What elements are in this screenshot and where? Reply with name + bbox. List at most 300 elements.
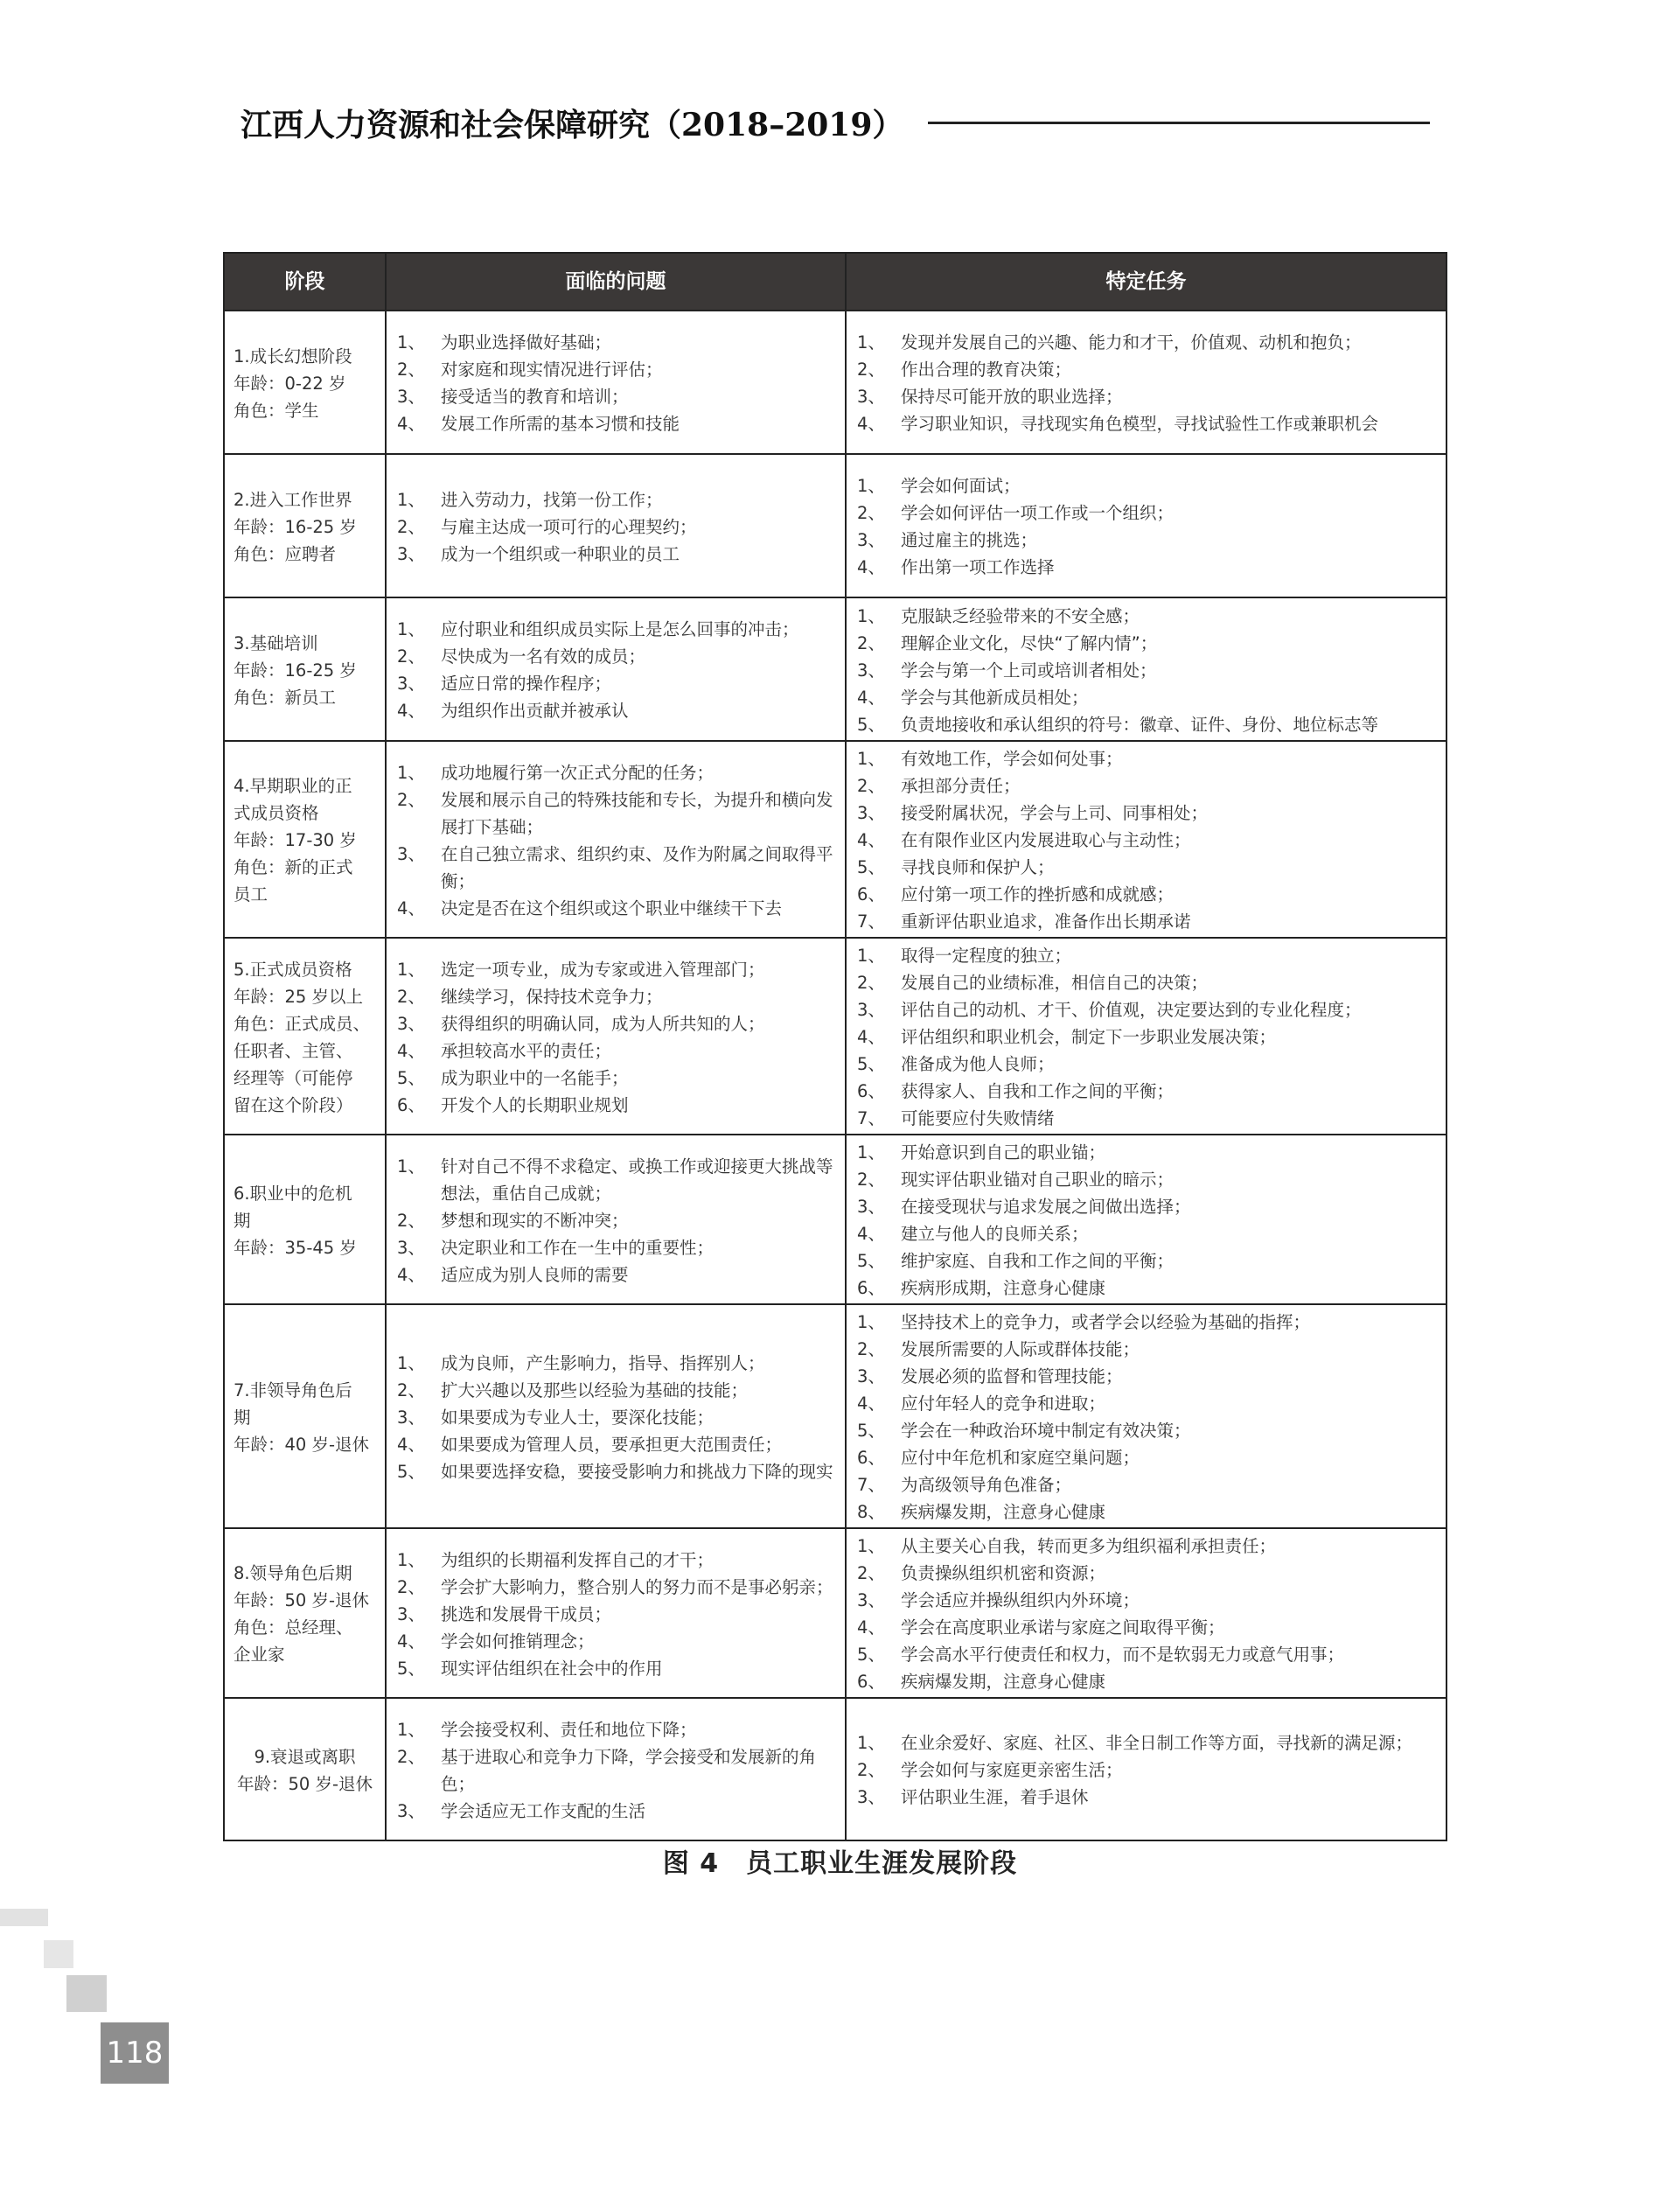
list-item <box>855 1784 1437 1811</box>
table-row <box>224 1304 1446 1528</box>
list-item <box>855 1614 1437 1641</box>
item-text: 疾病爆发期，注意身心健康 <box>901 1672 1106 1692</box>
stage-line: 年龄：25 岁以上 <box>234 986 364 1007</box>
item-text: 成为一个组织或一种职业的员工 <box>441 543 680 564</box>
column-header-stage: 阶段 <box>224 253 386 311</box>
item-text: 为高级领导角色准备； <box>901 1475 1072 1495</box>
problems-cell <box>386 1698 846 1840</box>
item-text: 发展工作所需的基本习惯和技能 <box>441 414 680 434</box>
problems-list <box>395 1153 836 1289</box>
item-number: 2、 <box>397 516 425 537</box>
item-text: 进入劳动力，找第一份工作； <box>441 489 663 510</box>
item-text: 取得一定程度的独立； <box>901 946 1072 966</box>
item-number: 2、 <box>397 986 425 1007</box>
item-text: 学会适应并操纵组织内外环境； <box>901 1590 1140 1610</box>
list-item <box>395 1404 836 1431</box>
item-number: 5、 <box>397 1067 425 1088</box>
stage-line: 期 <box>234 1210 251 1231</box>
item-text: 学习职业知识，寻找现实角色模型，寻找试验性工作或兼职机会 <box>901 414 1379 434</box>
stage-line: 6.职业中的危机 <box>234 1183 352 1204</box>
tasks-cell <box>846 311 1446 454</box>
problems-cell <box>386 1304 846 1528</box>
tasks-cell <box>846 938 1446 1135</box>
item-number: 3、 <box>397 543 425 564</box>
item-number: 1、 <box>397 619 425 639</box>
item-number: 2、 <box>857 503 885 523</box>
list-item <box>395 513 836 541</box>
item-number: 1、 <box>397 1719 425 1740</box>
item-text: 寻找良师和保护人； <box>901 857 1055 877</box>
problems-cell <box>386 938 846 1135</box>
item-number: 2、 <box>397 360 425 380</box>
list-item <box>395 1092 836 1119</box>
item-number: 1、 <box>857 332 885 353</box>
list-item <box>395 1798 836 1825</box>
stage-cell <box>224 311 386 454</box>
tasks-cell <box>846 741 1446 938</box>
list-item <box>395 1431 836 1458</box>
problems-list <box>395 956 836 1119</box>
table-row <box>224 1135 1446 1304</box>
list-item <box>395 643 836 670</box>
tasks-cell <box>846 454 1446 597</box>
item-number: 2、 <box>857 1170 885 1190</box>
item-text: 维护家庭、自我和工作之间的平衡； <box>901 1251 1175 1271</box>
stage-line: 角色：学生 <box>234 400 319 421</box>
list-item <box>855 996 1437 1023</box>
item-text: 现实评估组织在社会中的作用 <box>441 1658 663 1679</box>
item-number: 2、 <box>857 1563 885 1583</box>
list-item <box>395 1574 836 1601</box>
table-row <box>224 1698 1446 1840</box>
item-number: 1、 <box>397 1156 425 1177</box>
item-number: 3、 <box>857 1590 885 1610</box>
item-text: 可能要应付失败情绪 <box>901 1108 1055 1128</box>
stage-line: 9.衰退或离职 <box>254 1746 356 1767</box>
stage-line: 年龄：16-25 岁 <box>234 516 357 537</box>
list-item <box>395 1655 836 1682</box>
item-text: 在自己独立需求、组织约束、及作为附属之间取得平衡； <box>441 843 833 891</box>
stage-line: 角色：新员工 <box>234 687 337 708</box>
item-text: 适应日常的操作程序； <box>441 674 612 694</box>
table-header-row <box>224 253 1446 311</box>
list-item <box>395 956 836 983</box>
list-item <box>855 800 1437 827</box>
tasks-list <box>855 472 1437 581</box>
item-number: 1、 <box>857 605 885 626</box>
item-text: 开始意识到自己的职业锚； <box>901 1142 1106 1163</box>
list-item <box>855 1247 1437 1275</box>
item-number: 2、 <box>397 1576 425 1597</box>
problems-cell <box>386 311 846 454</box>
stage-line: 年龄：40 岁-退休 <box>234 1434 370 1455</box>
list-item <box>395 1547 836 1574</box>
list-item <box>855 908 1437 935</box>
item-number: 2、 <box>857 632 885 653</box>
list-item <box>855 854 1437 881</box>
item-text: 学会扩大影响力，整合别人的努力而不是事必躬亲； <box>441 1576 833 1597</box>
item-text: 重新评估职业追求，准备作出长期承诺 <box>901 911 1191 932</box>
item-number: 2、 <box>397 646 425 667</box>
list-item <box>855 1668 1437 1695</box>
item-text: 针对自己不得不求稳定、或换工作或迎接更大挑战等想法，重估自己成就； <box>441 1156 833 1204</box>
column-header-tasks: 特定任务 <box>846 253 1446 311</box>
item-number: 3、 <box>857 1000 885 1020</box>
item-text: 学会如何推销理念； <box>441 1631 595 1652</box>
item-number: 1、 <box>397 489 425 510</box>
item-text: 学会高水平行使责任和权力，而不是软弱无力或意气用事； <box>901 1645 1345 1665</box>
list-item <box>395 616 836 643</box>
list-item <box>855 356 1437 383</box>
list-item <box>395 541 836 568</box>
list-item <box>395 895 836 922</box>
item-number: 3、 <box>857 387 885 407</box>
list-item <box>395 1207 836 1234</box>
list-item <box>395 1628 836 1655</box>
stage-line: 7.非领导角色后 <box>234 1379 352 1400</box>
item-text: 获得组织的明确认同，成为人所共知的人； <box>441 1013 765 1034</box>
list-item <box>855 1560 1437 1587</box>
item-number: 3、 <box>397 1800 425 1821</box>
list-item <box>395 1037 836 1065</box>
item-number: 2、 <box>397 789 425 810</box>
tasks-list <box>855 942 1437 1132</box>
item-number: 3、 <box>397 1603 425 1624</box>
item-number: 3、 <box>857 803 885 823</box>
item-text: 继续学习，保持技术竞争力； <box>441 986 663 1007</box>
item-text: 决定职业和工作在一生中的重要性； <box>441 1237 715 1258</box>
item-text: 学会在一种政治环境中制定有效决策； <box>901 1421 1191 1441</box>
item-text: 对家庭和现实情况进行评估； <box>441 360 663 380</box>
list-item <box>395 1065 836 1092</box>
item-text: 承担较高水平的责任； <box>441 1040 612 1061</box>
item-text: 坚持技术上的竞争力，或者学会以经验为基础的指挥； <box>901 1312 1311 1332</box>
list-item <box>395 1234 836 1261</box>
item-text: 学会与其他新成员相处； <box>901 687 1089 708</box>
item-number: 2、 <box>397 1379 425 1400</box>
list-item <box>855 745 1437 772</box>
item-text: 负责操纵组织机密和资源； <box>901 1563 1106 1583</box>
stage-line: 1.成长幻想阶段 <box>234 346 352 367</box>
tasks-list <box>855 603 1437 738</box>
list-item <box>395 1350 836 1377</box>
stage-line: 角色：应聘者 <box>234 543 337 564</box>
list-item <box>395 383 836 410</box>
decorative-square <box>0 1909 48 1926</box>
item-text: 从主要关心自我，转而更多为组织福利承担责任； <box>901 1536 1277 1556</box>
item-number: 4、 <box>857 557 885 577</box>
item-number: 5、 <box>857 1054 885 1074</box>
list-item <box>855 1336 1437 1363</box>
stage-line: 2.进入工作世界 <box>234 489 352 510</box>
list-item <box>855 1471 1437 1498</box>
item-text: 在有限作业区内发展进取心与主动性； <box>901 830 1191 850</box>
item-text: 选定一项专业，成为专家或进入管理部门； <box>441 959 765 980</box>
item-text: 适应成为别人良师的需要 <box>441 1264 629 1285</box>
list-item <box>855 630 1437 657</box>
item-text: 评估职业生涯，着手退休 <box>901 1787 1089 1807</box>
stage-cell <box>224 597 386 741</box>
item-number: 3、 <box>857 530 885 550</box>
item-text: 成为职业中的一名能手； <box>441 1067 629 1088</box>
item-number: 5、 <box>857 857 885 877</box>
problems-list <box>395 759 836 922</box>
stage-line: 8.领导角色后期 <box>234 1563 352 1583</box>
list-item <box>395 410 836 437</box>
list-item <box>855 1051 1437 1078</box>
item-text: 成为良师，产生影响力，指导、指挥别人； <box>441 1352 765 1373</box>
list-item <box>855 1220 1437 1247</box>
problems-cell <box>386 454 846 597</box>
item-text: 应付职业和组织成员实际上是怎么回事的冲击； <box>441 619 799 639</box>
stage-line: 年龄：17-30 岁 <box>234 830 357 850</box>
item-number: 6、 <box>857 1448 885 1468</box>
stage-cell <box>224 1698 386 1840</box>
stage-line: 年龄：0-22 岁 <box>234 373 346 394</box>
item-text: 成功地履行第一次正式分配的任务； <box>441 762 715 783</box>
list-item <box>855 1193 1437 1220</box>
stage-cell <box>224 741 386 938</box>
item-number: 4、 <box>857 1617 885 1638</box>
item-text: 扩大兴趣以及那些以经验为基础的技能； <box>441 1379 749 1400</box>
item-text: 准备成为他人良师； <box>901 1054 1055 1074</box>
item-text: 在接受现状与追求发展之间做出选择； <box>901 1197 1191 1217</box>
item-number: 7、 <box>857 1475 885 1495</box>
item-number: 2、 <box>857 360 885 380</box>
item-text: 学会在高度职业承诺与家庭之间取得平衡； <box>901 1617 1225 1638</box>
item-number: 4、 <box>857 1027 885 1047</box>
item-number: 1、 <box>857 1312 885 1332</box>
stage-cell <box>224 1135 386 1304</box>
item-number: 1、 <box>857 1536 885 1556</box>
list-item <box>855 827 1437 854</box>
stage-line: 年龄：16-25 岁 <box>234 660 357 681</box>
item-text: 学会接受权利、责任和地位下降； <box>441 1719 697 1740</box>
item-text: 评估自己的动机、才干、价值观，决定要达到的专业化程度； <box>901 1000 1362 1020</box>
tasks-cell <box>846 1528 1446 1698</box>
item-text: 为职业选择做好基础； <box>441 332 612 353</box>
problems-cell <box>386 1528 846 1698</box>
stage-line: 4.早期职业的正 <box>234 776 352 796</box>
stage-line: 年龄：50 岁-退休 <box>234 1590 370 1610</box>
list-item <box>855 1729 1437 1756</box>
stage-line: 期 <box>234 1407 251 1428</box>
list-item <box>855 1756 1437 1784</box>
item-number: 4、 <box>397 1264 425 1285</box>
item-number: 3、 <box>397 1407 425 1428</box>
item-text: 开发个人的长期职业规划 <box>441 1094 629 1115</box>
item-text: 克服缺乏经验带来的不安全感； <box>901 605 1140 626</box>
item-number: 1、 <box>397 332 425 353</box>
item-number: 6、 <box>857 1278 885 1298</box>
stage-line: 角色：新的正式 <box>234 857 353 877</box>
stage-line: 经理等（可能停 <box>234 1067 353 1088</box>
list-item <box>855 969 1437 996</box>
item-text: 学会如何与家庭更亲密生活； <box>901 1760 1123 1780</box>
item-number: 4、 <box>857 687 885 708</box>
list-item <box>395 356 836 383</box>
list-item <box>395 786 836 841</box>
stage-cell <box>224 938 386 1135</box>
item-text: 发展所需要的人际或群体技能； <box>901 1339 1140 1359</box>
list-item <box>855 1417 1437 1444</box>
list-item <box>395 1153 836 1207</box>
problems-list <box>395 616 836 724</box>
list-item <box>395 670 836 697</box>
item-number: 1、 <box>397 1549 425 1570</box>
list-item <box>855 684 1437 711</box>
item-number: 7、 <box>857 1108 885 1128</box>
item-number: 1、 <box>857 946 885 966</box>
list-item <box>855 603 1437 630</box>
item-number: 1、 <box>857 749 885 769</box>
list-item <box>855 1078 1437 1105</box>
list-item <box>855 1587 1437 1614</box>
list-item <box>855 1498 1437 1526</box>
item-text: 学会如何面试； <box>901 476 1021 496</box>
list-item <box>395 983 836 1010</box>
table-row <box>224 597 1446 741</box>
tasks-cell <box>846 1135 1446 1304</box>
problems-list <box>395 1716 836 1825</box>
stage-line: 任职者、主管、 <box>234 1040 353 1061</box>
item-number: 1、 <box>857 476 885 496</box>
list-item <box>855 772 1437 800</box>
tasks-list <box>855 329 1437 437</box>
item-text: 如果要选择安稳，要接受影响力和挑战力下降的现实 <box>441 1461 833 1482</box>
stage-line: 5.正式成员资格 <box>234 959 352 980</box>
list-item <box>855 1166 1437 1193</box>
tasks-cell <box>846 1304 1446 1528</box>
list-item <box>855 1444 1437 1471</box>
career-stage-table <box>223 252 1447 1841</box>
item-number: 4、 <box>857 1224 885 1244</box>
tasks-list <box>855 1309 1437 1526</box>
tasks-list <box>855 1139 1437 1302</box>
item-number: 3、 <box>857 1787 885 1807</box>
list-item <box>395 1458 836 1485</box>
item-number: 5、 <box>857 1251 885 1271</box>
item-text: 尽快成为一名有效的成员； <box>441 646 646 667</box>
list-item <box>855 1533 1437 1560</box>
item-number: 2、 <box>857 1760 885 1780</box>
item-number: 5、 <box>857 1421 885 1441</box>
list-item <box>855 1275 1437 1302</box>
list-item <box>855 1023 1437 1051</box>
item-number: 5、 <box>857 1645 885 1665</box>
item-text: 发现并发展自己的兴趣、能力和才干，价值观、动机和抱负； <box>901 332 1362 353</box>
item-text: 评估组织和职业机会，制定下一步职业发展决策； <box>901 1027 1277 1047</box>
item-text: 疾病爆发期，注意身心健康 <box>901 1502 1106 1522</box>
list-item <box>395 1010 836 1037</box>
list-item <box>395 1601 836 1628</box>
item-text: 学会与第一个上司或培训者相处； <box>901 660 1157 681</box>
problems-list <box>395 1547 836 1682</box>
item-text: 获得家人、自我和工作之间的平衡； <box>901 1081 1175 1101</box>
item-text: 作出第一项工作选择 <box>901 557 1055 577</box>
stage-cell <box>224 454 386 597</box>
item-number: 3、 <box>397 843 425 864</box>
list-item <box>395 329 836 356</box>
item-text: 基于进取心和竞争力下降，学会接受和发展新的角色； <box>441 1746 817 1794</box>
item-text: 学会适应无工作支配的生活 <box>441 1800 646 1821</box>
item-number: 2、 <box>397 1210 425 1231</box>
item-number: 6、 <box>397 1094 425 1115</box>
list-item <box>855 942 1437 969</box>
item-number: 1、 <box>857 1733 885 1753</box>
item-number: 5、 <box>397 1461 425 1482</box>
item-text: 在业余爱好、家庭、社区、非全日制工作等方面，寻找新的满足源； <box>901 1733 1413 1753</box>
item-number: 1、 <box>397 762 425 783</box>
list-item <box>395 1261 836 1289</box>
list-item <box>855 1390 1437 1417</box>
item-text: 现实评估职业锚对自己职业的暗示； <box>901 1170 1175 1190</box>
table-row <box>224 938 1446 1135</box>
tasks-cell <box>846 597 1446 741</box>
item-number: 6、 <box>857 884 885 904</box>
item-text: 疾病形成期，注意身心健康 <box>901 1278 1106 1298</box>
stage-cell <box>224 1528 386 1698</box>
item-text: 发展自己的业绩标准，相信自己的决策； <box>901 973 1209 993</box>
item-number: 2、 <box>857 776 885 796</box>
list-item <box>395 697 836 724</box>
item-number: 8、 <box>857 1502 885 1522</box>
stage-cell <box>224 1304 386 1528</box>
decorative-square <box>44 1940 73 1968</box>
item-text: 接受附属状况，学会与上司、同事相处； <box>901 803 1209 823</box>
table-row <box>224 454 1446 597</box>
stage-line: 角色：正式成员、 <box>234 1013 371 1034</box>
item-text: 发展和展示自己的特殊技能和专长，为提升和横向发展打下基础； <box>441 789 833 837</box>
stage-line: 式成员资格 <box>234 803 319 823</box>
item-number: 5、 <box>397 1658 425 1679</box>
table-body <box>224 311 1446 1840</box>
stage-line: 角色：总经理、 <box>234 1617 353 1638</box>
item-text: 应付中年危机和家庭空巢问题； <box>901 1448 1140 1468</box>
item-number: 3、 <box>397 1237 425 1258</box>
table-row <box>224 311 1446 454</box>
item-text: 梦想和现实的不断冲突； <box>441 1210 629 1231</box>
item-number: 1、 <box>397 959 425 980</box>
item-text: 挑选和发展骨干成员； <box>441 1603 612 1624</box>
item-text: 承担部分责任； <box>901 776 1021 796</box>
list-item <box>395 486 836 513</box>
item-number: 4、 <box>857 1393 885 1414</box>
item-text: 决定是否在这个组织或这个职业中继续干下去 <box>441 897 783 918</box>
stage-line: 3.基础培训 <box>234 632 318 653</box>
column-header-problems: 面临的问题 <box>386 253 846 311</box>
list-item <box>855 1363 1437 1390</box>
table-row <box>224 1528 1446 1698</box>
header-rule <box>928 122 1430 124</box>
list-item <box>395 1377 836 1404</box>
problems-cell <box>386 597 846 741</box>
item-number: 2、 <box>857 973 885 993</box>
item-number: 4、 <box>397 414 425 434</box>
list-item <box>855 657 1437 684</box>
list-item <box>395 1743 836 1798</box>
tasks-list <box>855 745 1437 935</box>
list-item <box>395 1716 836 1743</box>
item-number: 1、 <box>397 1352 425 1373</box>
item-text: 接受适当的教育和培训； <box>441 387 629 407</box>
problems-list <box>395 486 836 568</box>
item-number: 1、 <box>857 1142 885 1163</box>
stage-line: 年龄：50 岁-退休 <box>236 1773 373 1794</box>
list-item <box>855 1309 1437 1336</box>
item-number: 2、 <box>857 1339 885 1359</box>
list-item <box>395 841 836 895</box>
